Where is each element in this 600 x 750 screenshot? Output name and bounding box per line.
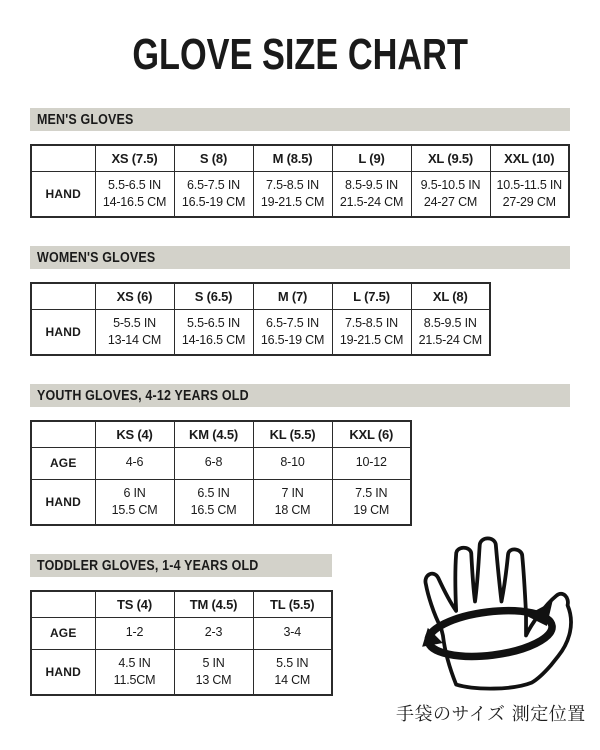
measurement-cell: 5.5-6.5 IN 14-16.5 CM <box>95 171 174 217</box>
size-column-header: KL (5.5) <box>253 421 332 447</box>
row-label: HAND <box>31 479 95 525</box>
measurement-cell: 6.5 IN 16.5 CM <box>174 479 253 525</box>
youth-gloves-section <box>30 384 570 526</box>
size-column-header: XL (8) <box>411 283 490 309</box>
size-column-header: XS (6) <box>95 283 174 309</box>
mens-gloves-section <box>30 108 570 218</box>
corner-cell <box>31 591 95 617</box>
measurement-cell: 4-6 <box>95 447 174 479</box>
measurement-cell: 6.5-7.5 IN 16.5-19 CM <box>174 171 253 217</box>
measurement-row <box>31 617 332 649</box>
measurement-cell: 5 IN 13 CM <box>174 649 253 695</box>
size-header-row <box>31 421 411 447</box>
size-column-header: KS (4) <box>95 421 174 447</box>
hand-circumference-measure-icon <box>416 524 586 694</box>
womens-section-heading: WOMEN'S GLOVES <box>37 249 156 266</box>
size-column-header: TL (5.5) <box>253 591 332 617</box>
measurement-cell: 9.5-10.5 IN 24-27 CM <box>411 171 490 217</box>
page-title: GLOVE SIZE CHART <box>132 30 468 79</box>
measurement-cell: 6 IN 15.5 CM <box>95 479 174 525</box>
size-column-header: KXL (6) <box>332 421 411 447</box>
measurement-cell: 10-12 <box>332 447 411 479</box>
measurement-cell: 8.5-9.5 IN 21.5-24 CM <box>332 171 411 217</box>
row-label: AGE <box>31 447 95 479</box>
measurement-row <box>31 309 490 355</box>
toddler-section-heading-bar <box>30 554 332 577</box>
size-column-header: M (7) <box>253 283 332 309</box>
measurement-cell: 7.5-8.5 IN 19-21.5 CM <box>253 171 332 217</box>
illustration-caption: 手袋のサイズ 測定位置 <box>396 704 586 725</box>
measurement-row <box>31 479 411 525</box>
measurement-row <box>31 447 411 479</box>
toddler-section-heading: TODDLER GLOVES, 1-4 YEARS OLD <box>37 557 259 574</box>
size-column-header: L (9) <box>332 145 411 171</box>
measurement-cell: 6.5-7.5 IN 16.5-19 CM <box>253 309 332 355</box>
mens-size-table <box>30 144 570 218</box>
size-column-header: L (7.5) <box>332 283 411 309</box>
size-column-header: TM (4.5) <box>174 591 253 617</box>
measurement-cell: 8.5-9.5 IN 21.5-24 CM <box>411 309 490 355</box>
size-column-header: M (8.5) <box>253 145 332 171</box>
toddler-size-table <box>30 590 333 696</box>
row-label: HAND <box>31 649 95 695</box>
youth-section-heading-bar <box>30 384 570 407</box>
measurement-cell: 7.5 IN 19 CM <box>332 479 411 525</box>
womens-gloves-section <box>30 246 570 356</box>
measurement-cell: 2-3 <box>174 617 253 649</box>
measurement-cell: 4.5 IN 11.5CM <box>95 649 174 695</box>
measurement-cell: 8-10 <box>253 447 332 479</box>
measurement-cell: 5.5-6.5 IN 14-16.5 CM <box>174 309 253 355</box>
size-column-header: KM (4.5) <box>174 421 253 447</box>
size-header-row <box>31 283 490 309</box>
measurement-cell: 7 IN 18 CM <box>253 479 332 525</box>
womens-size-table <box>30 282 491 356</box>
row-label: AGE <box>31 617 95 649</box>
row-label: HAND <box>31 171 95 217</box>
size-column-header: TS (4) <box>95 591 174 617</box>
measurement-cell: 5.5 IN 14 CM <box>253 649 332 695</box>
size-column-header: XS (7.5) <box>95 145 174 171</box>
youth-section-heading: YOUTH GLOVES, 4-12 YEARS OLD <box>37 387 249 404</box>
measurement-cell: 10.5-11.5 IN 27-29 CM <box>490 171 569 217</box>
corner-cell <box>31 145 95 171</box>
mens-section-heading: MEN'S GLOVES <box>37 111 134 128</box>
measurement-cell: 7.5-8.5 IN 19-21.5 CM <box>332 309 411 355</box>
hand-measure-illustration <box>396 524 596 726</box>
size-column-header: XXL (10) <box>490 145 569 171</box>
measurement-cell: 3-4 <box>253 617 332 649</box>
size-header-row <box>31 145 569 171</box>
corner-cell <box>31 283 95 309</box>
measurement-cell: 6-8 <box>174 447 253 479</box>
glove-size-chart-page <box>0 30 600 750</box>
row-label: HAND <box>31 309 95 355</box>
size-column-header: S (6.5) <box>174 283 253 309</box>
corner-cell <box>31 421 95 447</box>
size-column-header: S (8) <box>174 145 253 171</box>
measurement-cell: 1-2 <box>95 617 174 649</box>
measurement-row <box>31 649 332 695</box>
youth-size-table <box>30 420 412 526</box>
measurement-cell: 5-5.5 IN 13-14 CM <box>95 309 174 355</box>
size-header-row <box>31 591 332 617</box>
size-column-header: XL (9.5) <box>411 145 490 171</box>
mens-section-heading-bar <box>30 108 570 131</box>
womens-section-heading-bar <box>30 246 570 269</box>
measurement-row <box>31 171 569 217</box>
